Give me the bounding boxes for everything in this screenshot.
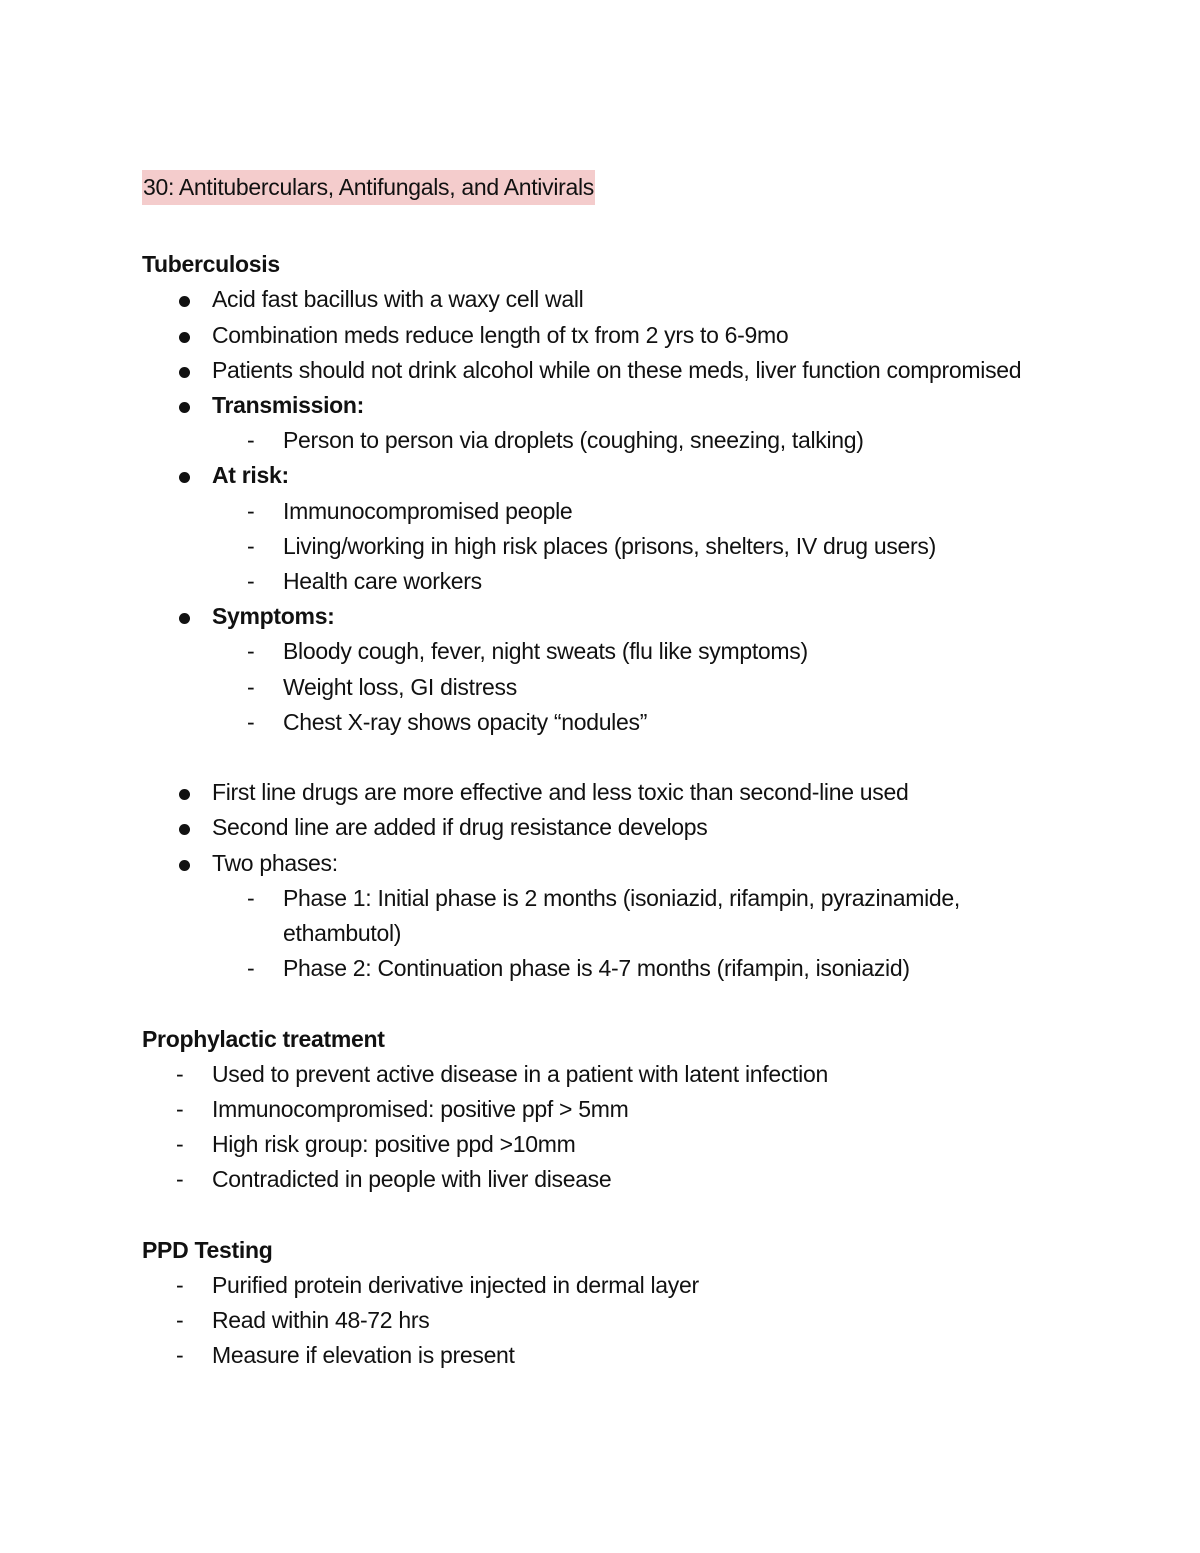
sublist-item-text: Bloody cough, fever, night sweats (flu like symptoms) <box>283 638 808 665</box>
bullet-icon <box>179 472 190 483</box>
list-item-text: Measure if elevation is present <box>212 1342 515 1369</box>
bullet-icon <box>179 860 190 871</box>
blank-line <box>142 986 1042 1021</box>
list-item-text: Combination meds reduce length of tx from 2 yrs to 6-9mo <box>212 321 789 348</box>
list-item-at-risk <box>142 458 1042 493</box>
sublist-item-text: Immunocompromised people <box>283 497 573 524</box>
sublist-item-text: Health care workers <box>283 568 482 594</box>
dash-marker: - <box>176 1096 184 1122</box>
dash-marker: - <box>176 1271 184 1298</box>
sublist-item <box>142 564 1042 599</box>
list-item-phases <box>142 846 1042 881</box>
bullet-icon <box>179 613 190 624</box>
sublist-item <box>142 423 1042 458</box>
section-heading-tuberculosis: Tuberculosis <box>142 251 280 278</box>
list-item-label: At risk: <box>212 462 289 489</box>
list-item <box>142 318 1042 353</box>
dash-marker: - <box>247 955 255 982</box>
sublist-item-text: Phase 2: Continuation phase is 4-7 months (rifampin, isoniazid) <box>283 955 910 982</box>
drugs-bullet-list <box>142 775 1042 881</box>
bullet-icon <box>179 332 190 343</box>
list-item-text: High risk group: positive ppd >10mm <box>212 1131 576 1158</box>
ppd-list <box>142 1268 1042 1374</box>
dash-marker: - <box>247 673 255 700</box>
section-ppd-testing <box>142 1233 1042 1374</box>
dash-marker: - <box>176 1307 184 1334</box>
bullet-icon <box>179 824 190 835</box>
list-item-text: Immunocompromised: positive ppf > 5mm <box>212 1096 629 1122</box>
list-item <box>142 1092 1042 1127</box>
sublist-item-text: Weight loss, GI distress <box>283 673 517 700</box>
tuberculosis-bullet-list <box>142 282 1042 423</box>
list-item <box>142 1338 1042 1373</box>
title-row <box>142 170 1042 205</box>
dash-marker: - <box>176 1131 184 1158</box>
bullet-icon <box>179 367 190 378</box>
sublist-item <box>142 951 1042 986</box>
list-item <box>142 775 1042 810</box>
blank-line <box>142 740 1042 775</box>
list-item-text: Contradicted in people with liver disease <box>212 1166 612 1193</box>
list-item-text: Purified protein derivative injected in dermal layer <box>212 1271 699 1298</box>
dash-marker: - <box>247 497 255 524</box>
dash-marker: - <box>247 568 255 594</box>
dash-marker: - <box>176 1166 184 1193</box>
bullet-icon <box>179 789 190 800</box>
document-title: 30: Antituberculars, Antifungals, and Antivirals <box>142 170 595 205</box>
section-heading-ppd: PPD Testing <box>142 1236 273 1263</box>
dash-marker: - <box>176 1342 184 1369</box>
list-item <box>142 810 1042 845</box>
sublist-item-text: Living/working in high risk places (prisons, shelters, IV drug users) <box>283 532 936 559</box>
list-item-text: First line drugs are more effective and less toxic than second-line used <box>212 779 909 806</box>
dash-marker: - <box>176 1060 184 1087</box>
list-item-text: Patients should not drink alcohol while on these meds, liver function compromised <box>212 356 1022 383</box>
dash-marker: - <box>247 532 255 559</box>
transmission-sublist <box>142 423 1042 458</box>
section-tuberculosis <box>142 247 1042 986</box>
dash-marker: - <box>247 708 255 735</box>
sublist-item-text: Person to person via droplets (coughing, sneezing, talking) <box>283 427 864 454</box>
sublist-item <box>142 670 1042 705</box>
list-item <box>142 1303 1042 1338</box>
symptoms-list <box>142 599 1042 634</box>
sublist-item-text: Chest X-ray shows opacity “nodules” <box>283 708 648 735</box>
symptoms-sublist <box>142 634 1042 740</box>
phases-sublist <box>142 881 1042 987</box>
bullet-icon <box>179 296 190 307</box>
list-item-label: Transmission: <box>212 391 365 418</box>
sublist-item <box>142 881 1042 951</box>
list-item-text: Acid fast bacillus with a waxy cell wall <box>212 286 584 313</box>
list-item-text: Two phases: <box>212 849 338 876</box>
sublist-item <box>142 705 1042 740</box>
list-item-text: Read within 48-72 hrs <box>212 1307 430 1334</box>
list-item-label: Symptoms: <box>212 603 335 630</box>
list-item-symptoms <box>142 599 1042 634</box>
dash-marker: - <box>247 884 255 911</box>
list-item-text: Second line are added if drug resistance develops <box>212 814 708 841</box>
document-body <box>142 170 1042 1374</box>
at-risk-list <box>142 458 1042 493</box>
list-item <box>142 282 1042 317</box>
dash-marker: - <box>247 427 255 454</box>
at-risk-sublist <box>142 494 1042 600</box>
sublist-item <box>142 634 1042 669</box>
bullet-icon <box>179 402 190 413</box>
list-item <box>142 1127 1042 1162</box>
section-prophylactic <box>142 1022 1042 1198</box>
prophylactic-list <box>142 1057 1042 1198</box>
section-heading-prophylactic: Prophylactic treatment <box>142 1025 385 1052</box>
list-item <box>142 353 1042 388</box>
list-item <box>142 1057 1042 1092</box>
sublist-item-text: Phase 1: Initial phase is 2 months (isoniazid, rifampin, pyrazinamide, ethambutol) <box>283 884 961 947</box>
dash-marker: - <box>247 638 255 665</box>
list-item-transmission <box>142 388 1042 423</box>
list-item <box>142 1268 1042 1303</box>
blank-line <box>142 1198 1042 1233</box>
sublist-item <box>142 494 1042 529</box>
list-item <box>142 1162 1042 1197</box>
sublist-item <box>142 529 1042 564</box>
list-item-text: Used to prevent active disease in a patient with latent infection <box>212 1060 828 1087</box>
